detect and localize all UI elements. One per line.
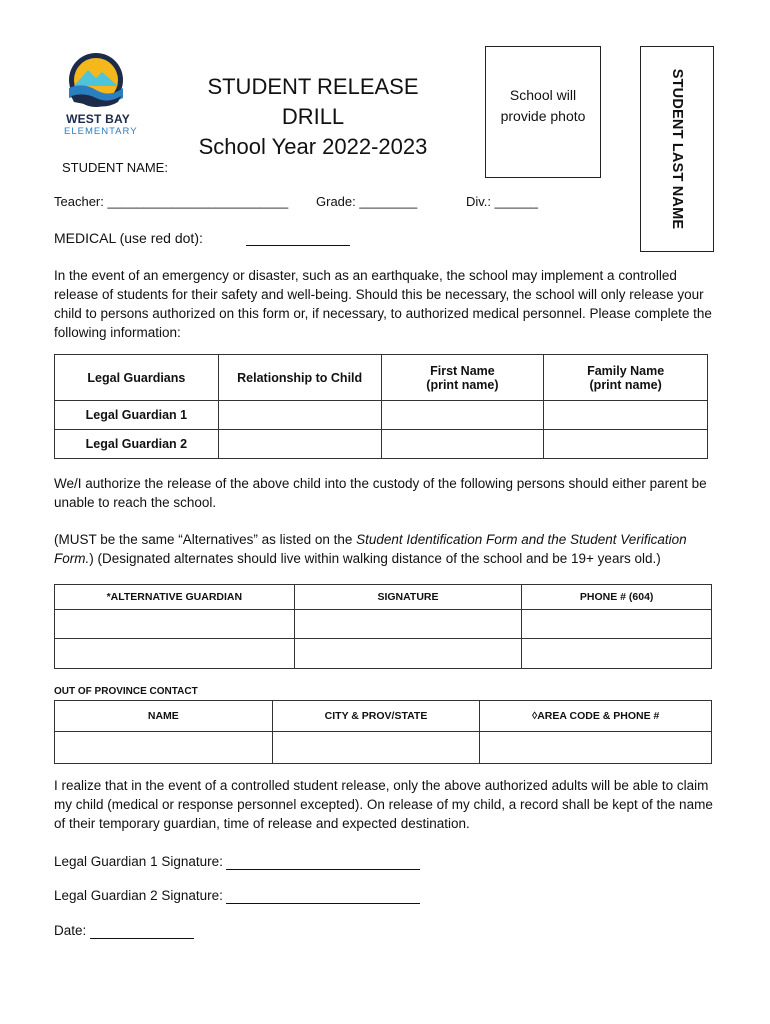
cell-input[interactable] — [55, 639, 295, 669]
table-header-row — [55, 355, 708, 401]
medical-line[interactable] — [246, 232, 350, 246]
cell-input[interactable] — [522, 610, 712, 639]
guardian-1-signature-label: Legal Guardian 1 Signature: — [54, 854, 223, 869]
cell-input[interactable] — [480, 732, 712, 764]
header-first-name: First Name (print name) — [381, 355, 544, 401]
table-row — [55, 732, 712, 764]
div-field[interactable]: Div.: ______ — [466, 194, 539, 209]
photo-text-1: School will — [509, 87, 577, 103]
must-text-italic: Student Identification Form and the Student Verification Form. — [54, 532, 687, 566]
cell-input[interactable] — [294, 610, 522, 639]
must-text-2: ) (Designated alternates should live within walking distance of the school and be 19+ years old.) — [89, 551, 661, 566]
row-label-guardian-1: Legal Guardian 1 — [55, 401, 219, 430]
cell-input[interactable] — [218, 401, 381, 430]
out-of-province-table — [54, 700, 712, 764]
header-relationship: Relationship to Child — [218, 355, 381, 401]
intro-paragraph: In the event of an emergency or disaster, such as an earthquake, the school may implement a controlled release of students for their safety and well-being. Should this be necessary, the school will only release your child to persons authorized on this form or, if necessary, to authorized medical personnel. Please complete the following information: — [54, 268, 712, 340]
student-name-field[interactable]: STUDENT NAME: — [62, 160, 168, 175]
grade-field[interactable]: Grade: ________ — [316, 194, 418, 209]
cell-input[interactable] — [272, 732, 480, 764]
header-phone: PHONE # (604) — [522, 585, 712, 610]
must-text-1: (MUST be the same “Alternatives” as listed on the — [54, 532, 357, 547]
teacher-field[interactable]: Teacher: _________________________ — [54, 194, 289, 209]
table-row — [55, 610, 712, 639]
cell-input[interactable] — [381, 401, 544, 430]
last-name-box[interactable] — [640, 46, 714, 252]
header-family-name: Family Name (print name) — [544, 355, 708, 401]
table-row — [55, 430, 708, 459]
guardian-2-signature-label: Legal Guardian 2 Signature: — [54, 888, 223, 903]
page-title — [178, 72, 448, 162]
cell-input[interactable] — [55, 732, 273, 764]
date-row — [54, 923, 86, 938]
table-header-row — [55, 701, 712, 732]
date-label: Date: — [54, 923, 87, 938]
guardian-2-signature-row — [54, 888, 223, 903]
out-of-province-label: OUT OF PROVINCE CONTACT — [54, 686, 198, 697]
cell-input[interactable] — [544, 430, 708, 459]
cell-input[interactable] — [55, 610, 295, 639]
table-header-row — [55, 585, 712, 610]
must-paragraph — [54, 530, 718, 568]
header-city-prov: CITY & PROV/STATE — [272, 701, 480, 732]
alternative-guardian-table — [54, 584, 712, 669]
last-name-label: STUDENT LAST NAME — [669, 68, 685, 230]
logo-subtitle: ELEMENTARY — [64, 126, 138, 137]
guardian-1-signature-line[interactable] — [226, 856, 420, 870]
guardian-2-signature-line[interactable] — [226, 890, 420, 904]
photo-box — [485, 46, 601, 178]
header-signature: SIGNATURE — [294, 585, 522, 610]
cell-input[interactable] — [294, 639, 522, 669]
table-row — [55, 639, 712, 669]
header-name: NAME — [55, 701, 273, 732]
header-area-code-phone: ◊AREA CODE & PHONE # — [480, 701, 712, 732]
header-alternative-guardian: *ALTERNATIVE GUARDIAN — [55, 585, 295, 610]
realize-paragraph: I realize that in the event of a controlled student release, only the above authorized adults will be able to claim my child (medical or response personnel excepted). On release of my child, a record shall be kept of the name of their temporary guardian, time of release and expected destination. — [54, 778, 713, 831]
table-row — [55, 401, 708, 430]
cell-input[interactable] — [522, 639, 712, 669]
cell-input[interactable] — [544, 401, 708, 430]
title-line-2: School Year 2022-2023 — [198, 134, 428, 159]
guardians-table — [54, 354, 708, 459]
authorize-paragraph: We/I authorize the release of the above child into the custody of the following persons should either parent be unable to reach the school. — [54, 476, 707, 510]
header-legal-guardians: Legal Guardians — [55, 355, 219, 401]
title-line-1: STUDENT RELEASE DRILL — [207, 74, 419, 129]
photo-text-2: provide photo — [500, 108, 586, 124]
medical-field-label: MEDICAL (use red dot): — [54, 230, 203, 246]
logo-name: WEST BAY — [66, 112, 130, 126]
cell-input[interactable] — [218, 430, 381, 459]
cell-input[interactable] — [381, 430, 544, 459]
date-line[interactable] — [90, 925, 194, 939]
row-label-guardian-2: Legal Guardian 2 — [55, 430, 219, 459]
guardian-1-signature-row — [54, 854, 223, 869]
